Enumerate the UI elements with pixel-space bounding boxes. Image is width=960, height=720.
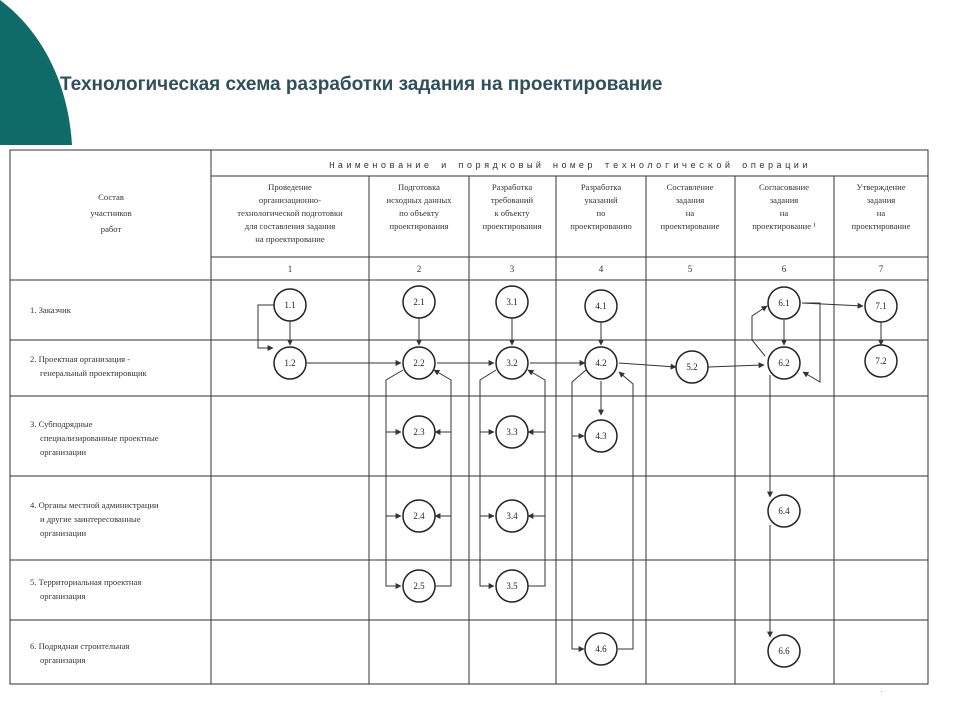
svg-text:Подготовка: Подготовка xyxy=(398,182,440,192)
node-3-3 xyxy=(496,416,528,448)
node-2-2 xyxy=(403,347,435,379)
svg-text:проектирования: проектирования xyxy=(389,221,449,231)
svg-text:Согласование: Согласование xyxy=(758,182,810,192)
svg-text:3.2: 3.2 xyxy=(506,358,518,368)
svg-text:на: на xyxy=(685,208,695,218)
svg-text:3.3: 3.3 xyxy=(506,427,518,437)
node-3-2 xyxy=(496,347,528,379)
node-2-4 xyxy=(403,500,435,532)
svg-text:требований: требований xyxy=(490,195,534,205)
svg-text:организационно-: организационно- xyxy=(258,195,322,205)
col-number: 3 xyxy=(509,264,515,274)
svg-text:проектированию: проектированию xyxy=(570,221,632,231)
participant-row-5: организация xyxy=(40,591,86,601)
svg-text:6.1: 6.1 xyxy=(778,298,790,308)
svg-text:проектирование: проектирование xyxy=(851,221,911,231)
svg-text:проектирование: проектирование xyxy=(660,221,720,231)
participant-row-1: 1. Заказчик xyxy=(30,305,71,315)
svg-text:задания: задания xyxy=(866,195,896,205)
svg-text:1.1: 1.1 xyxy=(284,300,296,310)
svg-text:3.1: 3.1 xyxy=(506,297,518,307)
svg-text:Утверждение: Утверждение xyxy=(856,182,906,192)
svg-text:Составление: Составление xyxy=(666,182,714,192)
participant-row-3: специализированные проектные xyxy=(40,433,159,443)
svg-text:проектирования: проектирования xyxy=(482,221,542,231)
svg-text:4.6: 4.6 xyxy=(595,644,607,654)
participants-header-line: участников xyxy=(90,208,132,218)
operation-col-1-header xyxy=(237,182,343,244)
node-6-6 xyxy=(768,635,800,667)
svg-text:6.6: 6.6 xyxy=(778,646,790,656)
svg-text:технологической подготовки: технологической подготовки xyxy=(237,208,343,218)
svg-text:Разработка: Разработка xyxy=(580,182,622,192)
svg-text:задания: задания xyxy=(769,195,799,205)
svg-text:4.1: 4.1 xyxy=(595,301,607,311)
svg-text:7.2: 7.2 xyxy=(875,356,887,366)
svg-text:к объекту: к объекту xyxy=(494,208,530,218)
node-4-3 xyxy=(585,420,617,452)
svg-text:исходных данных: исходных данных xyxy=(386,195,452,205)
operation-col-3-header xyxy=(482,182,541,231)
node-1-2 xyxy=(274,347,306,379)
participant-row-6: организация xyxy=(40,655,86,665)
svg-text:4.2: 4.2 xyxy=(595,358,607,368)
svg-text:6.2: 6.2 xyxy=(778,358,790,368)
col-number: 4 xyxy=(598,264,604,274)
node-2-5 xyxy=(403,570,435,602)
col-number: 6 xyxy=(781,264,787,274)
svg-text:2.4: 2.4 xyxy=(413,511,425,521)
participant-row-3: организации xyxy=(40,447,87,457)
svg-text:для составления задания: для составления задания xyxy=(244,221,336,231)
svg-text:7.1: 7.1 xyxy=(875,301,887,311)
svg-text:2.5: 2.5 xyxy=(413,581,425,591)
col-number: 1 xyxy=(287,264,293,274)
svg-text:задания: задания xyxy=(675,195,705,205)
node-6-2 xyxy=(768,347,800,379)
node-5-2 xyxy=(676,351,708,383)
svg-text:2.2: 2.2 xyxy=(413,358,425,368)
svg-text:Проведение: Проведение xyxy=(268,182,312,192)
svg-text:по объекту: по объекту xyxy=(399,208,439,218)
participant-row-4: и другие заинтересованные xyxy=(40,514,141,524)
operation-header: Наименование и порядковый номер технологической операции xyxy=(329,161,811,171)
node-3-1 xyxy=(496,286,528,318)
node-1-1 xyxy=(274,289,306,321)
svg-text:3.4: 3.4 xyxy=(506,511,518,521)
node-7-2 xyxy=(865,345,897,377)
node-2-3 xyxy=(403,416,435,448)
page-number: · xyxy=(880,686,883,696)
node-2-1 xyxy=(403,286,435,318)
svg-text:4.3: 4.3 xyxy=(595,431,607,441)
col-number: 7 xyxy=(878,264,884,274)
participants-header-line: работ xyxy=(100,224,122,234)
svg-text:на проектирование: на проектирование xyxy=(255,234,325,244)
participant-row-6: 6. Подрядная строительная xyxy=(30,641,130,651)
node-4-1 xyxy=(585,290,617,322)
col-number: 2 xyxy=(416,264,422,274)
svg-text:на: на xyxy=(876,208,886,218)
node-6-4 xyxy=(768,495,800,527)
svg-text:5.2: 5.2 xyxy=(686,362,698,372)
operation-col-7-header xyxy=(852,182,911,231)
svg-text:Разработка: Разработка xyxy=(491,182,533,192)
svg-text:6.4: 6.4 xyxy=(778,506,790,516)
participant-row-4: организации xyxy=(40,528,87,538)
participant-row-4: 4. Органы местной администрации xyxy=(30,500,159,510)
col-number: 5 xyxy=(687,264,693,274)
operation-col-6-header xyxy=(752,182,816,231)
operation-col-4-header xyxy=(570,182,632,231)
svg-text:2.3: 2.3 xyxy=(413,427,425,437)
svg-text:по: по xyxy=(596,208,606,218)
svg-text:1.2: 1.2 xyxy=(284,358,296,368)
svg-text:на: на xyxy=(779,208,789,218)
svg-text:указаний: указаний xyxy=(584,195,618,205)
operation-col-5-header xyxy=(661,182,720,231)
node-4-2 xyxy=(585,347,617,379)
operation-col-2-header xyxy=(387,182,453,231)
svg-text:проектирование ¹: проектирование ¹ xyxy=(752,221,816,231)
participants-header-line: Состав xyxy=(98,192,124,202)
node-3-4 xyxy=(496,500,528,532)
node-7-1 xyxy=(865,290,897,322)
node-4-6 xyxy=(585,633,617,665)
node-3-5 xyxy=(496,570,528,602)
participant-row-5: 5. Территориальная проектная xyxy=(30,577,142,587)
participant-row-2: 2. Проектная организация - xyxy=(30,354,131,364)
svg-text:2.1: 2.1 xyxy=(413,297,425,307)
participant-row-3: 3. Субподрядные xyxy=(30,419,93,429)
node-6-1 xyxy=(768,287,800,319)
page-title: Технологическая схема разработки задания на проектирование xyxy=(60,74,663,95)
participant-row-2: генеральный проектировщик xyxy=(40,368,147,378)
svg-text:3.5: 3.5 xyxy=(506,581,518,591)
